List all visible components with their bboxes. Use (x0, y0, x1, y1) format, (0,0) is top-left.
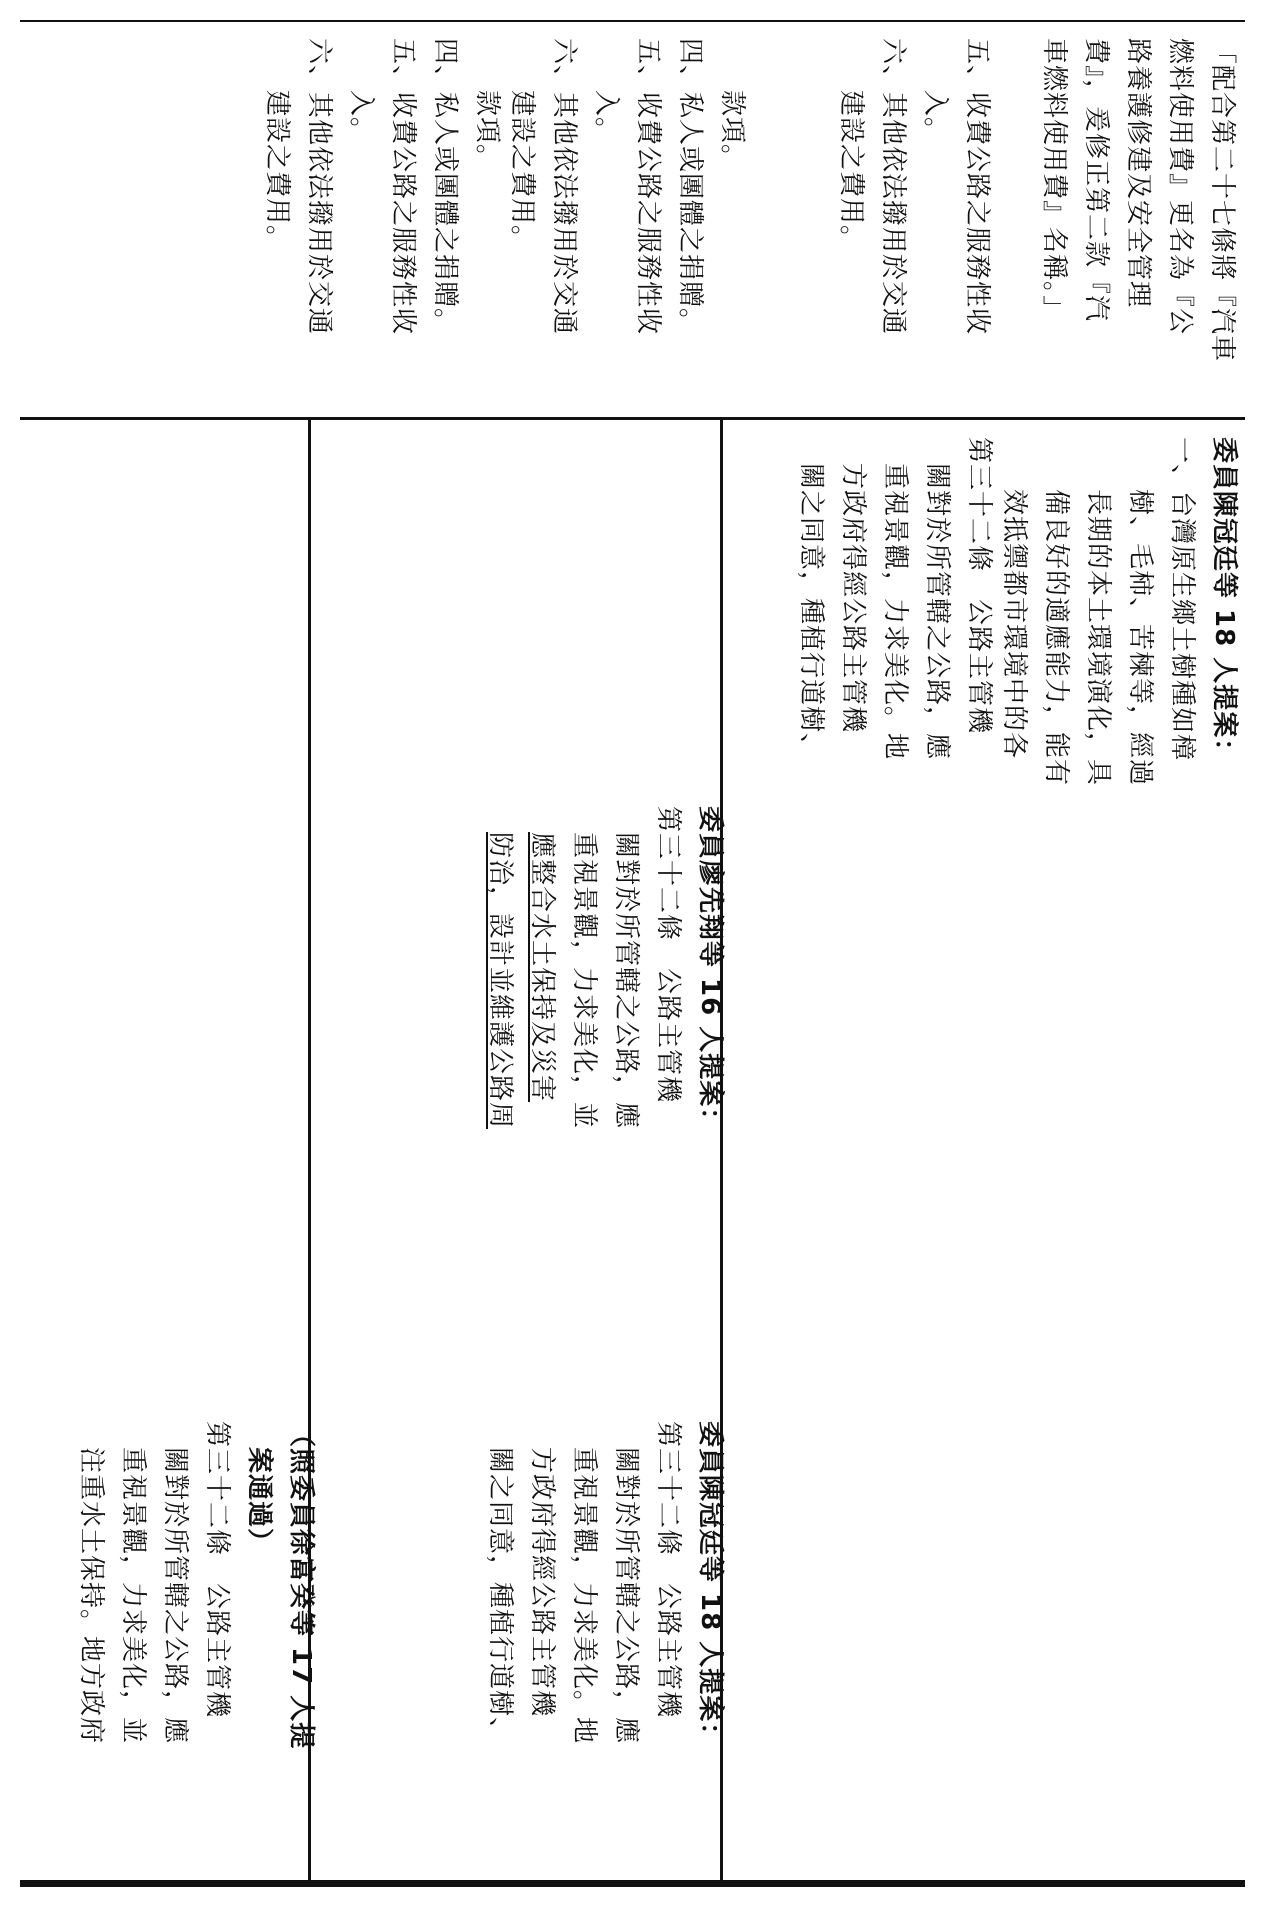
text-line: 防治，設計並維護公路周 (485, 832, 515, 1130)
text-line: 款項。 (717, 90, 747, 172)
text-line: 六、其他依法撥用於交通 (878, 38, 908, 336)
text-line: 長期的本土環境演化，具 (1083, 489, 1113, 787)
text-line: 五、收費公路之服務性收 (962, 38, 992, 336)
cell-proposal-liao (116, 790, 731, 1165)
text-line: 建設之費用。 (262, 90, 292, 253)
text-line: 關之同意，種植行道樹、 (796, 463, 826, 761)
text-line: 重視景觀，力求美化，並 (569, 832, 599, 1130)
text-line: 燃料使用費』更名為『公 (1165, 38, 1195, 336)
text-line: 「配合第二十七條將『汽車 (1207, 38, 1237, 363)
text-line: 一、台灣原生鄉土樹種如樟 (1167, 437, 1197, 762)
text-line: 備良好的適應能力，能有 (1041, 489, 1071, 787)
text-line: 路養護修建及安全管理 (1123, 38, 1153, 309)
proposer-heading: 委員陳冠廷等 18 人提案： (695, 1421, 725, 1750)
text-line: 關之同意，種植行道樹、 (485, 1447, 515, 1745)
text-line: 四、私人或團體之捐贈。 (430, 38, 460, 336)
cell-review-decision (0, 1405, 322, 1780)
text-line: 應整合水土保持及災害 (527, 832, 557, 1103)
proposer-heading: 委員廖先翔等 16 人提案： (695, 806, 725, 1135)
text-line: 效抵禦都市環境中的各 (999, 489, 1029, 760)
text-line: 第三十二條 公路主管機 (653, 806, 683, 1104)
bottom-cell-current-law (755, 417, 1000, 1642)
text-line: 六、其他依法撥用於交通 (304, 38, 334, 336)
text-line: 建設之費用。 (836, 90, 866, 253)
text-line: 款項。 (472, 90, 502, 172)
review-heading: （照委員徐富癸等 17 人提 (286, 1421, 316, 1750)
text-line: 四、私人或團體之捐贈。 (675, 38, 705, 336)
text-line: 入。 (920, 90, 950, 145)
text-line: 關對於所管轄之公路，應 (611, 1447, 641, 1745)
text-line: 方政府得經公路主管機 (838, 463, 868, 734)
text-line: 重視景觀，力求美化。地 (569, 1447, 599, 1745)
text-line: 車燃料使用費』名稱。」 (1039, 38, 1069, 323)
review-heading-cont: 案通過） (244, 1447, 274, 1556)
text-line: 第三十二條 公路主管機 (964, 437, 994, 735)
text-line: 關對於所管轄之公路，應 (922, 463, 952, 761)
text-line: 重視景觀，力求美化。地 (880, 463, 910, 761)
proposer-heading: 委員陳冠廷等 18 人提案： (1209, 437, 1239, 766)
bottom-rule (20, 1880, 1245, 1885)
text-line: 第三十二條 公路主管機 (653, 1421, 683, 1719)
text-line: 費』，爰修正第二款『汽 (1081, 38, 1111, 323)
text-line: 注重水土保持。地方政府 (76, 1447, 106, 1745)
text-line: 重視景觀，力求美化，並 (118, 1447, 148, 1745)
text-line: 六、其他依法撥用於交通 (549, 38, 579, 336)
text-line: 關對於所管轄之公路，應 (611, 832, 641, 1130)
text-line: 關對於所管轄之公路，應 (160, 1447, 190, 1745)
text-line: 樹、毛柿、苦楝等，經過 (1125, 489, 1155, 787)
text-line: 建設之費用。 (507, 90, 537, 253)
text-line: 五、收費公路之服務性收 (633, 38, 663, 336)
text-line: 方政府得經公路主管機 (527, 1447, 557, 1718)
text-line: 五、收費公路之服務性收 (388, 38, 418, 336)
bottom-cell-explanation (1000, 417, 1245, 1642)
text-line: 入。 (591, 90, 621, 145)
text-line: 入。 (346, 90, 376, 145)
text-line: 第三十二條 公路主管機 (202, 1421, 232, 1719)
